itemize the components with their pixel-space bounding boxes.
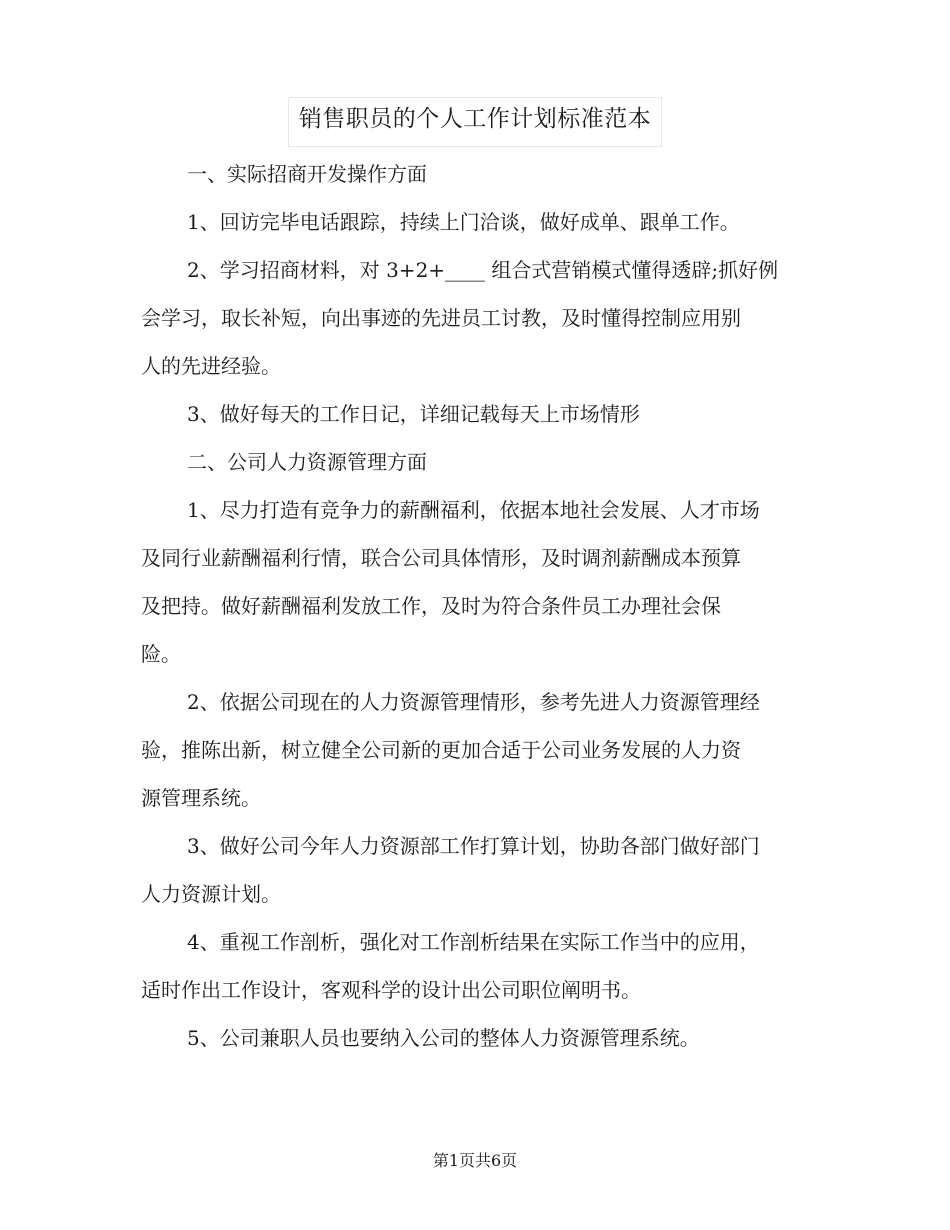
paragraph-line: 人的先进经验。 [141, 354, 281, 378]
paragraph-line: 验，推陈出新，树立健全公司新的更加合适于公司业务发展的人力资 [141, 738, 741, 762]
document-title: 销售职员的个人工作计划标准范本 [298, 106, 652, 132]
section-heading: 二、公司人力资源管理方面 [187, 450, 427, 474]
paragraph-line: 1、回访完毕电话跟踪，持续上门洽谈，做好成单、跟单工作。 [187, 210, 740, 234]
paragraph-line: 及同行业薪酬福利行情，联合公司具体情形，及时调剂薪酬成本预算 [141, 546, 741, 570]
paragraph-line: 5、公司兼职人员也要纳入公司的整体人力资源管理系统。 [187, 1026, 700, 1050]
paragraph-line: 3、做好每天的工作日记，详细记载每天上市场情形 [187, 402, 640, 426]
paragraph-line: 4、重视工作剖析，强化对工作剖析结果在实际工作当中的应用， [187, 930, 760, 954]
paragraph-line: 人力资源计划。 [141, 882, 281, 906]
paragraph-line: 2、学习招商材料，对 3+2+____ 组合式营销模式懂得透辟;抓好例 [187, 258, 779, 282]
paragraph-line: 1、尽力打造有竞争力的薪酬福利，依据本地社会发展、人才市场 [187, 498, 760, 522]
paragraph-line: 会学习，取长补短，向出事迹的先进员工讨教，及时懂得控制应用别 [141, 306, 741, 330]
paragraph-line: 适时作出工作设计，客观科学的设计出公司职位阐明书。 [141, 978, 641, 1002]
page-number-footer: 第1页共6页 [432, 1151, 518, 1170]
paragraph-line: 源管理系统。 [141, 786, 261, 810]
paragraph-line: 2、依据公司现在的人力资源管理情形，参考先进人力资源管理经 [187, 690, 760, 714]
paragraph-line: 险。 [141, 642, 181, 666]
paragraph-line: 及把持。做好薪酬福利发放工作，及时为符合条件员工办理社会保 [141, 594, 721, 618]
document-body [141, 150, 809, 1062]
paragraph-line: 3、做好公司今年人力资源部工作打算计划，协助各部门做好部门 [187, 834, 760, 858]
section-heading: 一、实际招商开发操作方面 [187, 162, 427, 186]
